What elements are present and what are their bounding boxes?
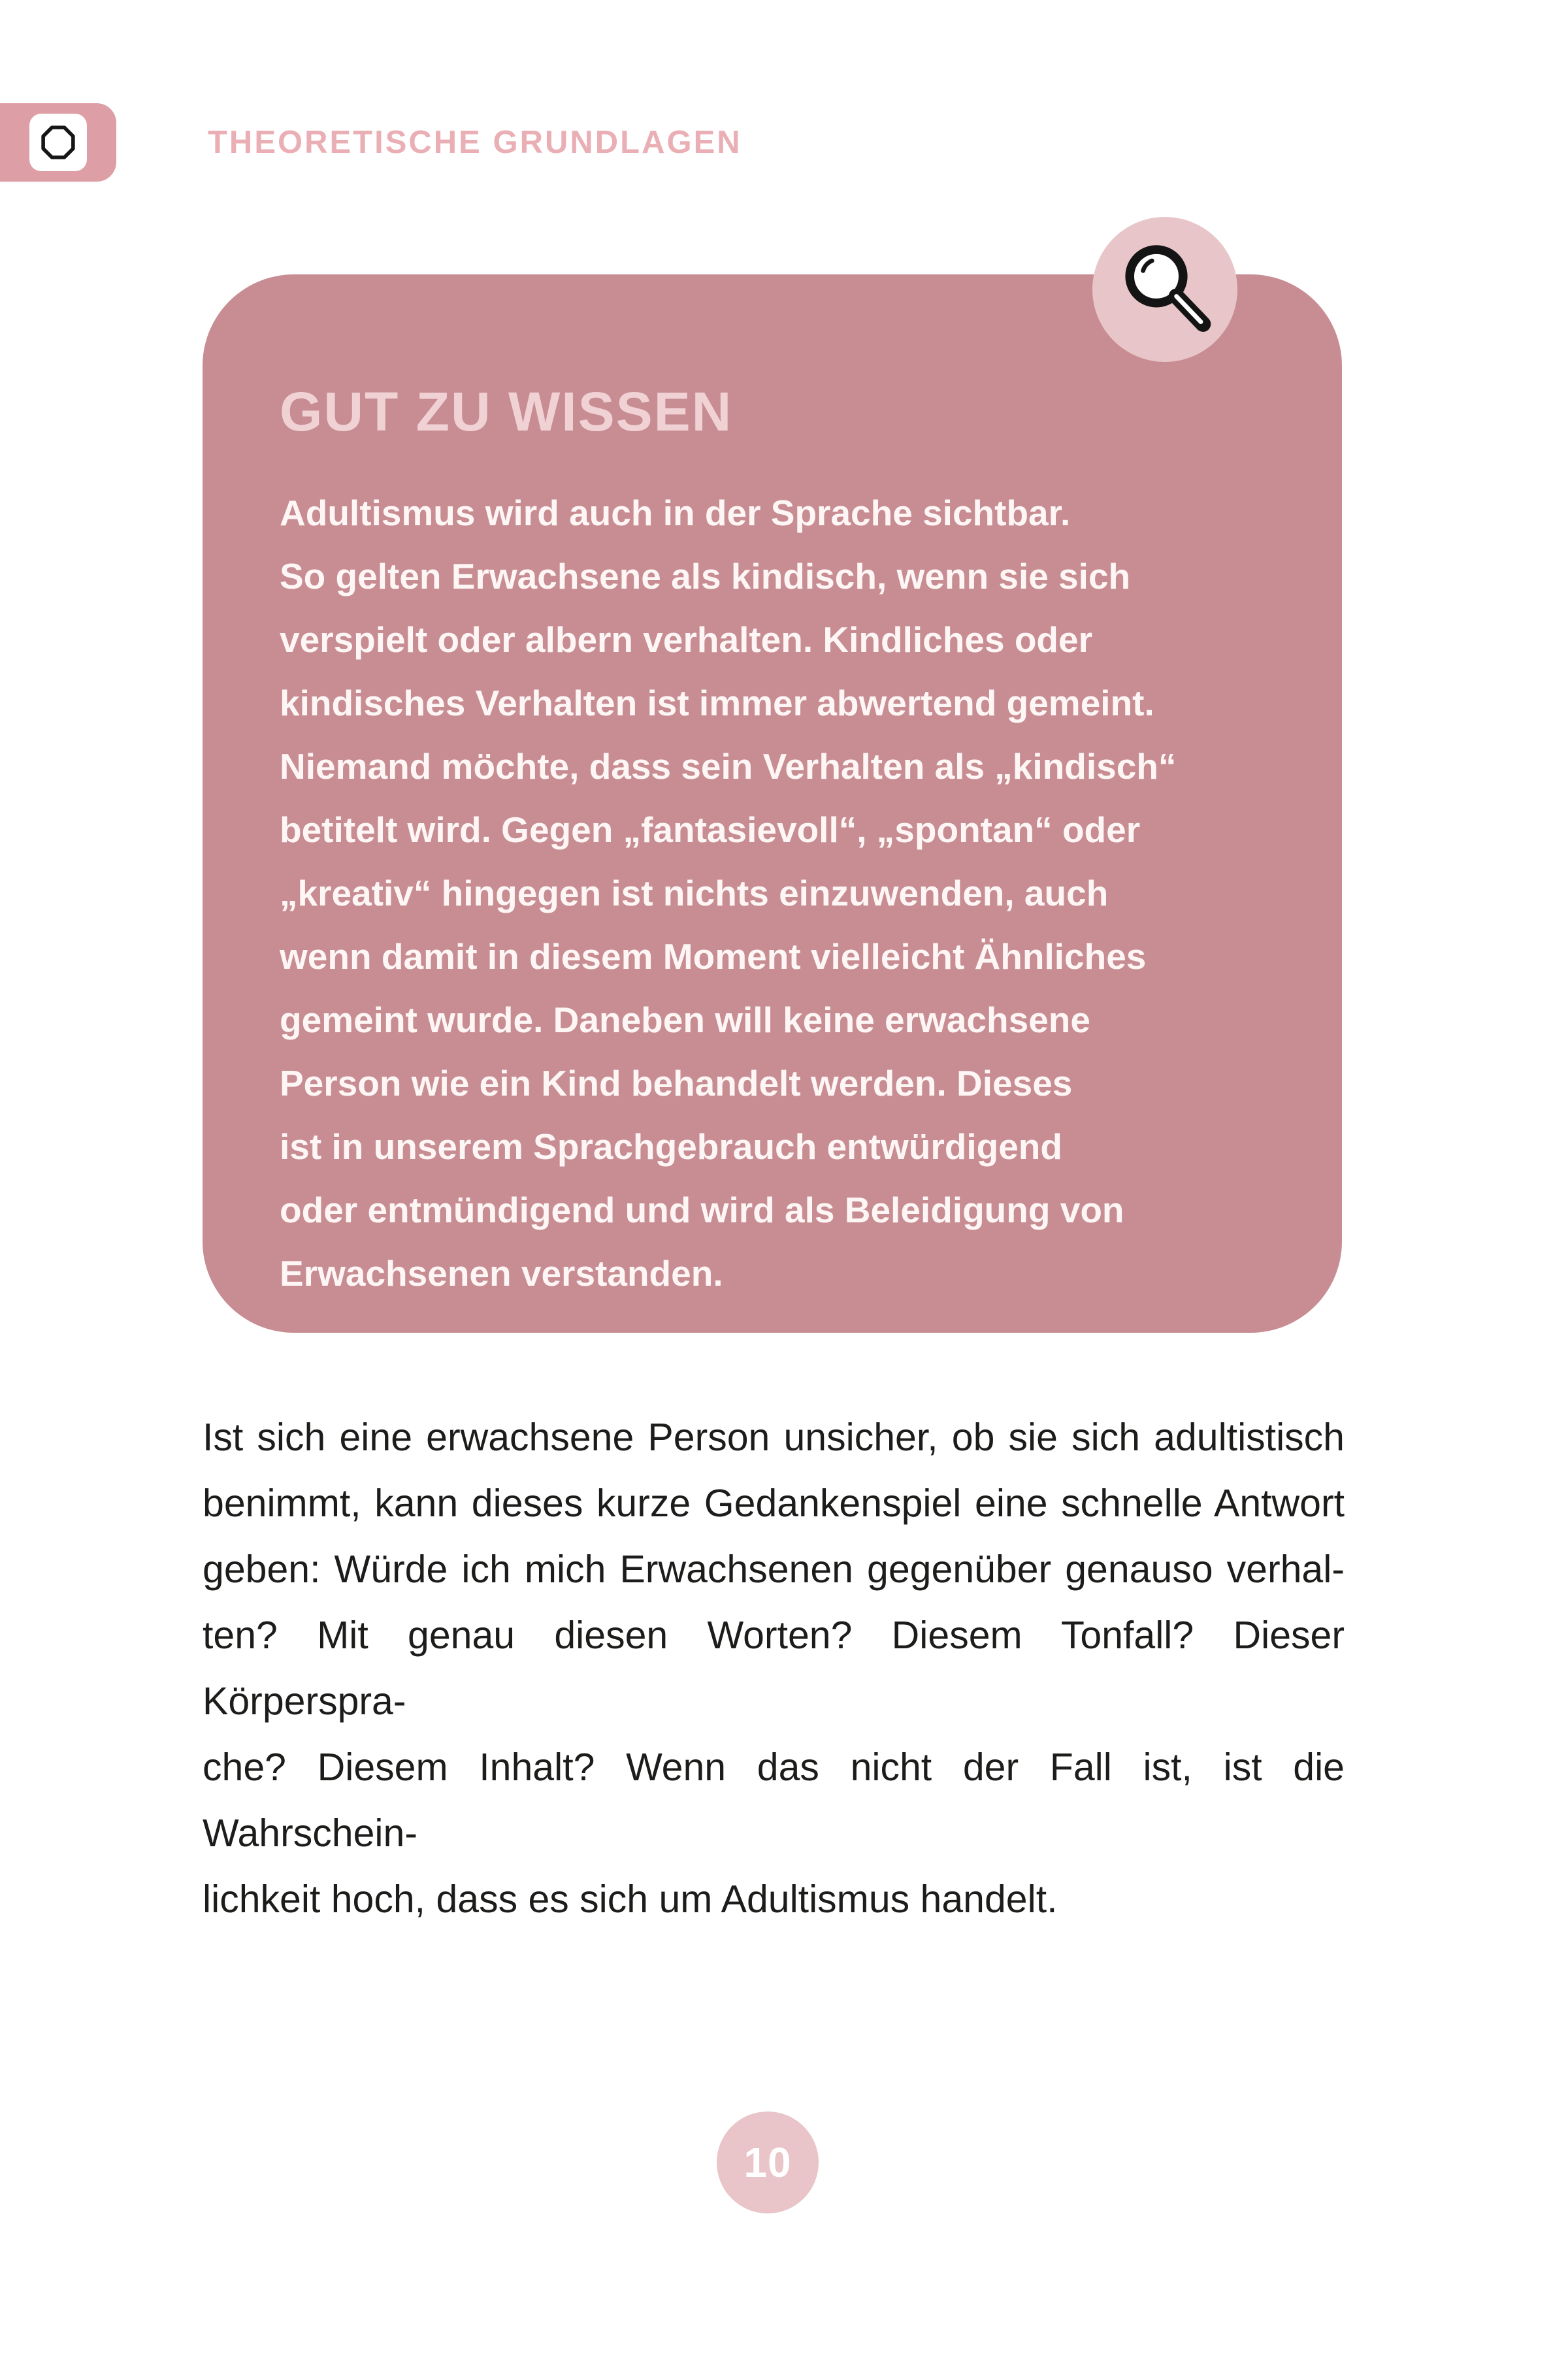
- text-line: So gelten Erwachsene als kindisch, wenn sie sich: [280, 556, 1131, 596]
- text-line: Niemand möchte, dass sein Verhalten als „kindisch“: [280, 746, 1177, 787]
- magnifier-badge: [1092, 217, 1237, 362]
- chapter-tab: [0, 103, 116, 182]
- text-line: verspielt oder albern verhalten. Kindliches oder: [280, 619, 1092, 660]
- tab-icon-frame: [29, 114, 87, 171]
- magnifier-icon: [1112, 235, 1223, 346]
- text-line: benimmt, kann dieses kurze Gedankenspiel eine schnelle Antwort: [203, 1482, 1345, 1525]
- text-line: gemeint wurde. Daneben will keine erwachsene: [280, 1000, 1090, 1040]
- info-box: [203, 274, 1342, 1333]
- chapter-header: THEORETISCHE GRUNDLAGEN: [208, 125, 742, 160]
- info-box-body: [280, 481, 1264, 1305]
- text-line: oder entmündigend und wird als Beleidigung von: [280, 1190, 1124, 1230]
- text-line: Person wie ein Kind behandelt werden. Dieses: [280, 1063, 1073, 1103]
- info-box-title: GUT ZU WISSEN: [280, 381, 733, 442]
- text-line: che? Diesem Inhalt? Wenn das nicht der Fall ist, ist die Wahrschein-: [203, 1746, 1345, 1855]
- text-line: Ist sich eine erwachsene Person unsicher, ob sie sich adultistisch: [203, 1416, 1345, 1459]
- text-line: lichkeit hoch, dass es sich um Adultismus handelt.: [203, 1878, 1058, 1921]
- text-line: geben: Würde ich mich Erwachsenen gegenüber genauso verhal-: [203, 1548, 1345, 1591]
- text-line: Erwachsenen verstanden.: [280, 1253, 723, 1294]
- text-line: Adultismus wird auch in der Sprache sichtbar.: [280, 493, 1071, 533]
- text-line: ten? Mit genau diesen Worten? Diesem Tonfall? Dieser Körperspra-: [203, 1614, 1345, 1723]
- text-line: „kreativ“ hingegen ist nichts einzuwenden, auch: [280, 873, 1109, 913]
- page-number: 10: [743, 2139, 792, 2186]
- text-line: betitelt wird. Gegen „fantasievoll“, „spontan“ oder: [280, 809, 1141, 850]
- text-line: kindisches Verhalten ist immer abwertend gemeint.: [280, 683, 1154, 723]
- text-line: wenn damit in diesem Moment vielleicht Ähnliches: [280, 936, 1147, 977]
- body-paragraph: [203, 1405, 1345, 1933]
- text-line: ist in unserem Sprachgebrauch entwürdigend: [280, 1126, 1062, 1167]
- hexagon-icon: [38, 122, 78, 163]
- page-number-badge: [717, 2112, 819, 2213]
